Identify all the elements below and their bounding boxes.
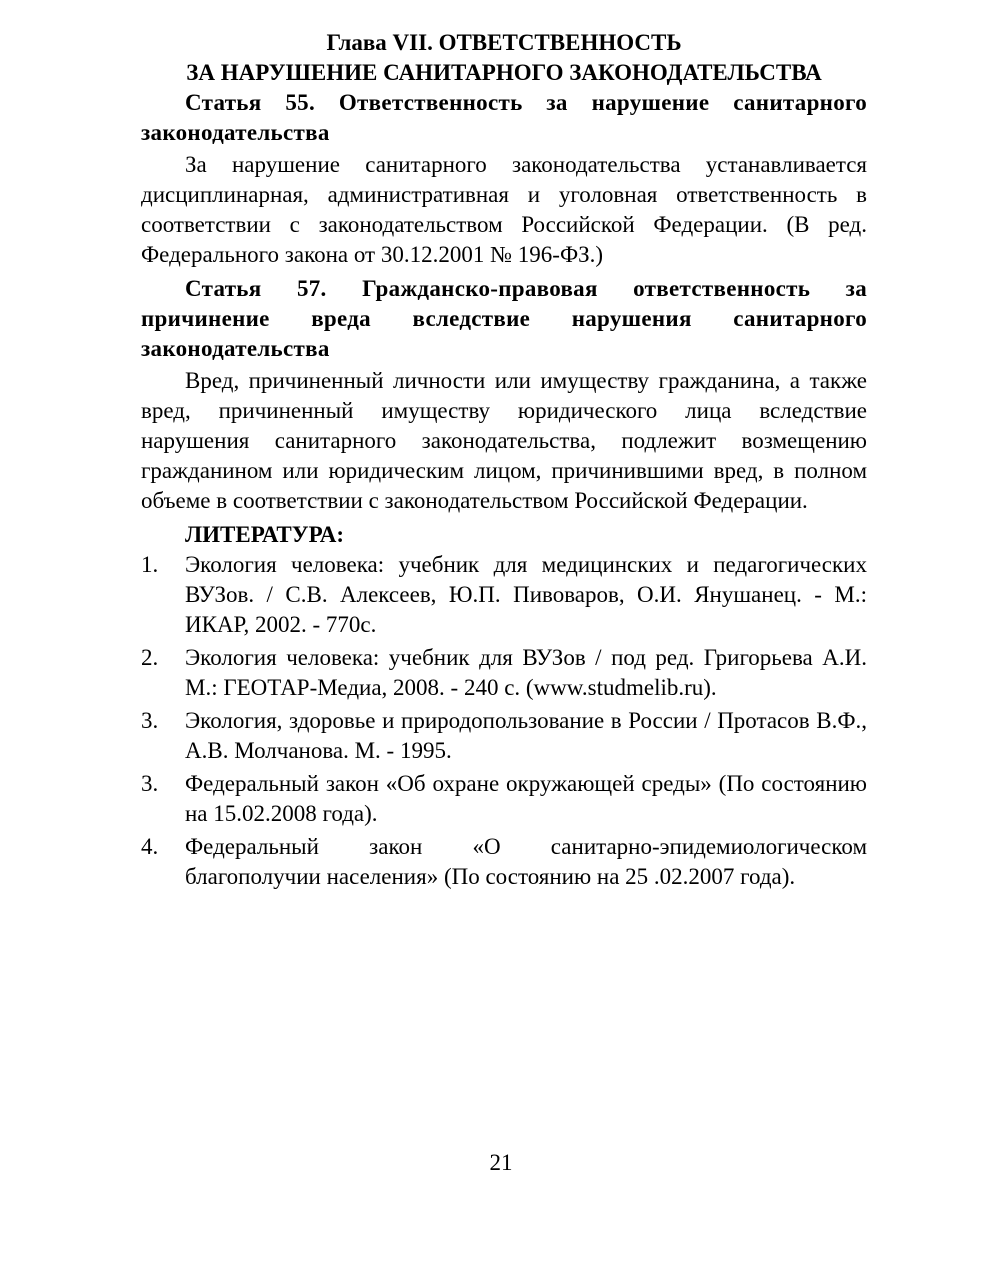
article-57-text: Вред, причиненный личности или имуществу гражданина, а также вред, причиненный имуществу юридического лица вследствие нарушения санитарного законодательства, подлежит возмещению гражданином или юридическим лицом, причинившими вред, в полном объеме в соответствии с законодательством Российской Федерации. [141, 368, 867, 513]
literature-item [141, 769, 867, 829]
document-page [141, 28, 867, 895]
article-55-text: За нарушение санитарного законодательства устанавливается дисциплинарная, административная и уголовная ответственность в соответствии с законодательством Российской Федерации. (В ред. Федерального закона от 30.12.2001 № 196-ФЗ.) [141, 152, 867, 267]
literature-list [141, 550, 867, 892]
literature-item-number: 4. [141, 834, 159, 859]
literature-item [141, 832, 867, 892]
page-number: 21 [489, 1150, 513, 1175]
article-57-heading: Статья 57. Гражданско-правовая ответственность за причинение вреда вследствие нарушения санитарного законодательства [141, 276, 867, 361]
literature-item-number: 3. [141, 708, 159, 733]
literature-item-text: Федеральный закон «О санитарно-эпидемиологическом благополучии населения» (По состоянию на 25 .02.2007 года). [185, 834, 867, 889]
literature-item-text: Экология человека: учебник для медицинских и педагогических ВУЗов. / С.В. Алексеев, Ю.П. Пивоваров, О.И. Янушанец. - М.: ИКАР, 2002. - 770с. [185, 552, 867, 637]
chapter-title-line1: Глава VII. ОТВЕТСТВЕННОСТЬ [326, 30, 682, 55]
literature-item-text: Экология, здоровье и природопользование в России / Протасов В.Ф., А.В. Молчанова. М. - 1995. [185, 708, 867, 763]
literature-item-text: Федеральный закон «Об охране окружающей среды» (По состоянию на 15.02.2008 года). [185, 771, 867, 826]
article-55-heading: Статья 55. Ответственность за нарушение санитарного законодательства [141, 90, 867, 145]
literature-item [141, 550, 867, 640]
literature-item [141, 706, 867, 766]
literature-item-number: 1. [141, 552, 159, 577]
literature-item-number: 2. [141, 645, 159, 670]
literature-item-number: 3. [141, 771, 159, 796]
literature-item-text: Экология человека: учебник для ВУЗов / под ред. Григорьева А.И. М.: ГЕОТАР-Медиа, 2008. - 240 с. (www.studmelib.ru). [185, 645, 867, 700]
literature-item [141, 643, 867, 703]
chapter-title-line2: ЗА НАРУШЕНИЕ САНИТАРНОГО ЗАКОНОДАТЕЛЬСТВА [186, 60, 822, 85]
literature-heading: ЛИТЕРАТУРА: [185, 522, 345, 547]
